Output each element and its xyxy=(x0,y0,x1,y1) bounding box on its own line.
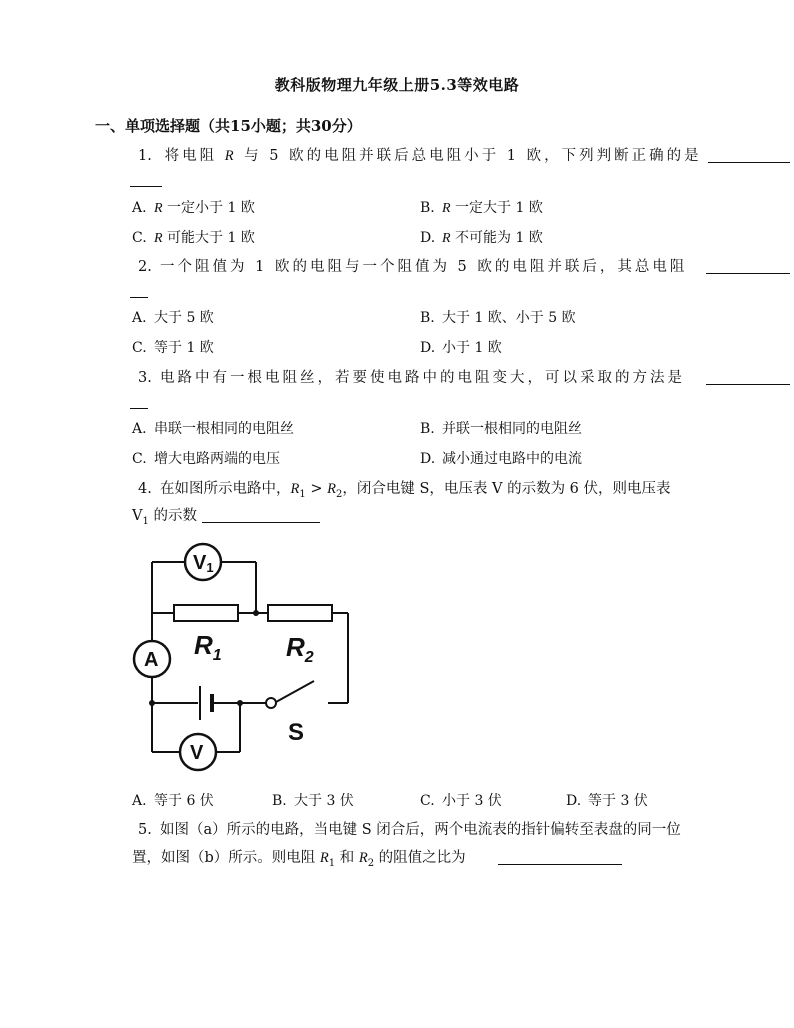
option-3a[interactable]: A. 串联一根相同的电阻丝 xyxy=(132,421,294,437)
question-2-stem: 2. 一个阻值为 1 欧的电阻与一个阻值为 5 欧的电阻并联后，其总电阻 xyxy=(138,259,688,275)
option-1d[interactable]: D. R 不可能为 1 欧 xyxy=(420,230,543,246)
answer-blank-1-cont[interactable] xyxy=(130,172,162,187)
option-4c[interactable]: C. 小于 3 伏 xyxy=(420,793,502,809)
svg-text:R1 xyxy=(194,630,222,664)
r1-sub: 1 xyxy=(212,647,222,664)
question-3-stem: 3. 电路中有一根电阻丝，若要使电路中的电阻变大，可以采取的方法是 xyxy=(138,370,685,386)
question-4-stem-line2: $V_1$ 的示数 xyxy=(132,508,197,527)
page-title: 教科版物理九年级上册5.3等效电路 xyxy=(274,76,520,94)
voltmeter-v1-sub: 1 xyxy=(206,560,214,575)
question-4-stem: 4. 在如图所示电路中，$R_1 > R_2$，闭合电键 S，电压表 V 的示数为 6 伏，则电压表 xyxy=(138,481,671,500)
option-3d[interactable]: D. 减小通过电路中的电流 xyxy=(420,451,582,467)
option-1b[interactable]: B. R 一定大于 1 欧 xyxy=(420,200,543,216)
section-heading: 一、单项选择题（共15小题；共30分） xyxy=(95,117,362,135)
option-2a[interactable]: A. 大于 5 欧 xyxy=(132,310,214,326)
resistor-r1 xyxy=(174,605,238,621)
circuit-diagram xyxy=(128,528,368,778)
option-1c[interactable]: C. R 可能大于 1 欧 xyxy=(132,230,255,246)
answer-blank-1[interactable] xyxy=(708,148,790,163)
option-2d[interactable]: D. 小于 1 欧 xyxy=(420,340,502,356)
svg-text:R2 xyxy=(286,632,314,666)
switch-label: S xyxy=(288,719,305,746)
answer-blank-2[interactable] xyxy=(706,259,790,274)
answer-blank-2-cont[interactable] xyxy=(130,283,148,298)
option-3c[interactable]: C. 增大电路两端的电压 xyxy=(132,451,280,467)
option-4b[interactable]: B. 大于 3 伏 xyxy=(272,793,354,809)
voltmeter-v1-label: V xyxy=(193,552,207,574)
r2-label: R xyxy=(286,632,305,662)
r2-sub: 2 xyxy=(304,649,314,666)
voltmeter-v-label: V xyxy=(190,742,204,764)
resistor-r2 xyxy=(268,605,332,621)
ammeter-label: A xyxy=(144,649,159,671)
r1-label: R xyxy=(194,630,213,660)
option-4a[interactable]: A. 等于 6 伏 xyxy=(132,793,214,809)
answer-blank-3-cont[interactable] xyxy=(130,394,148,409)
switch-contact xyxy=(266,698,276,708)
option-4d[interactable]: D. 等于 3 伏 xyxy=(566,793,648,809)
question-1-stem: 1. 将电阻 R 与 5 欧的电阻并联后总电阻小于 1 欧，下列判断正确的是 xyxy=(138,148,702,164)
option-1a[interactable]: A. R 一定小于 1 欧 xyxy=(132,200,255,216)
option-2c[interactable]: C. 等于 1 欧 xyxy=(132,340,214,356)
answer-blank-5[interactable] xyxy=(498,850,622,865)
answer-blank-3[interactable] xyxy=(706,370,790,385)
option-3b[interactable]: B. 并联一根相同的电阻丝 xyxy=(420,421,582,437)
question-5-stem-line2: 置，如图（b）所示。则电阻 $R_1$ 和 $R_2$ 的阻值之比为 xyxy=(132,850,466,869)
question-5-stem: 5. 如图（a）所示的电路，当电键 S 闭合后，两个电流表的指针偏转至表盘的同一位 xyxy=(138,822,681,838)
answer-blank-4[interactable] xyxy=(202,508,320,523)
option-2b[interactable]: B. 大于 1 欧、小于 5 欧 xyxy=(420,310,576,326)
